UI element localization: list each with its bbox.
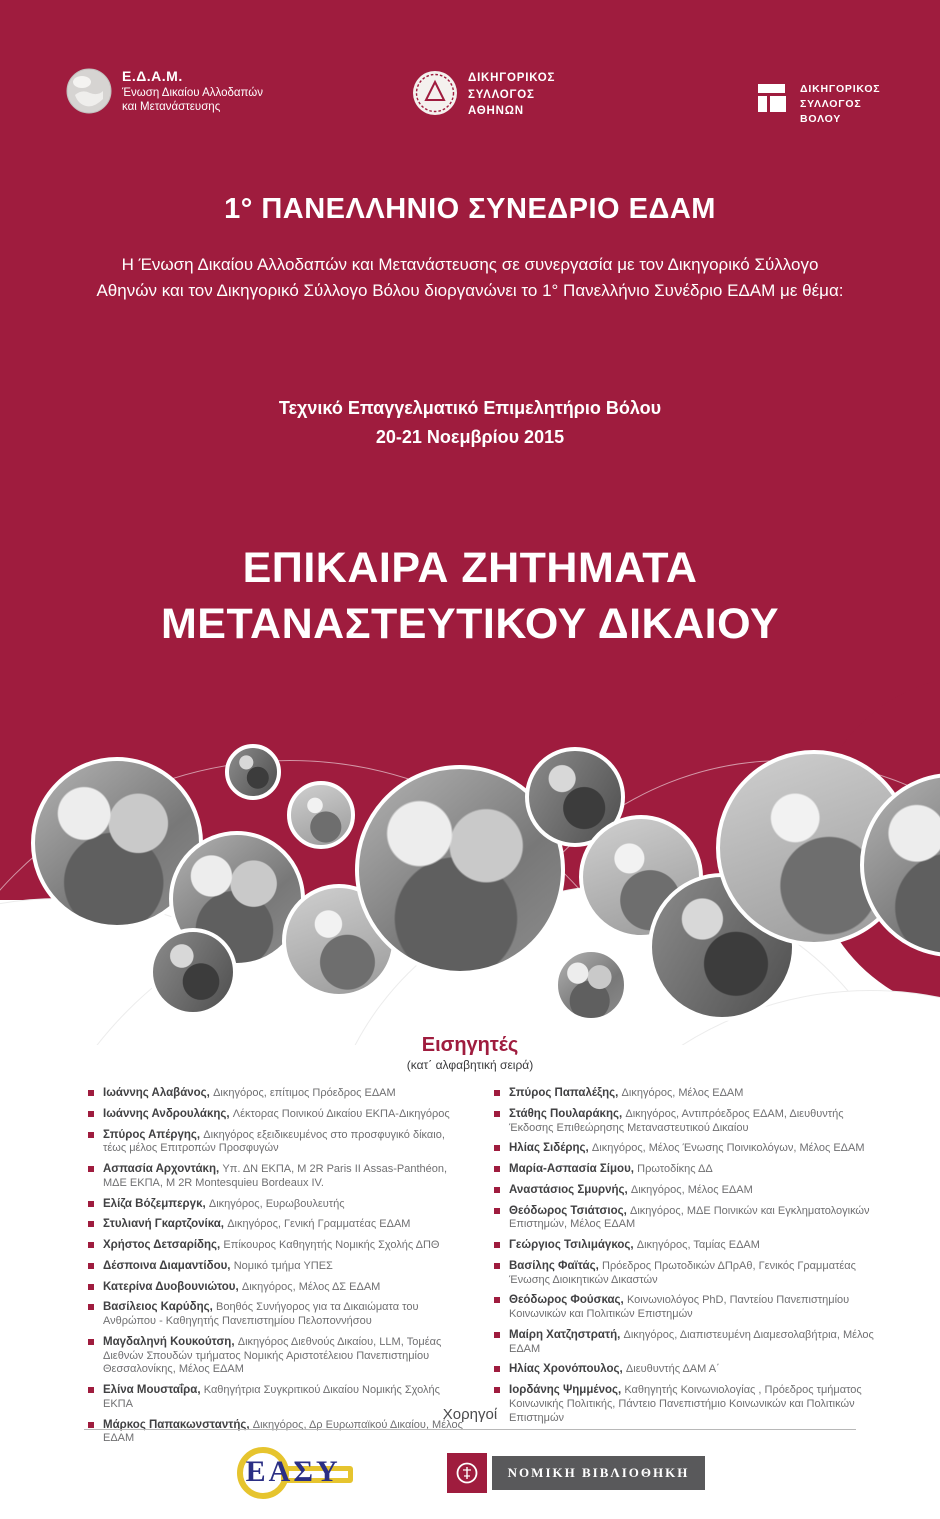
speaker-role: Πρωτοδίκης ΔΔ — [637, 1163, 713, 1175]
speaker-item — [494, 1107, 876, 1136]
speakers-subheading: (κατ΄ αλφαβητική σειρά) — [406, 1058, 534, 1072]
speaker-role: Διευθυντής ΔΑΜ Α΄ — [625, 1363, 720, 1376]
speaker-role: Δικηγόρος, Ταμίας ΕΔΑΜ — [636, 1239, 760, 1251]
speaker-name: Βασίλειος Καρύδης, — [103, 1301, 216, 1314]
nomiki-vivliothiki-sponsor-logo — [447, 1453, 706, 1493]
speaker-name: Αναστάσιος Σμυρνής, — [509, 1183, 631, 1196]
speaker-role: Υπ. ΔΝ ΕΚΠΑ, M 2R Paris II Assas-Panthéon, ΜΔΕ ΕΚΠΑ, M 2R Montesquieu Bordeaux IV. — [103, 1163, 448, 1189]
volos-bar-line3: ΒΟΛΟΥ — [800, 113, 842, 126]
speaker-name: Γεώργιος Τσιλιμάγκος, — [509, 1239, 637, 1251]
sponsors-section — [0, 1406, 940, 1504]
athens-bar-line2: ΣΥΛΛΟΓΟΣ — [468, 88, 535, 101]
sponsors-divider — [84, 1429, 856, 1430]
speaker-name: Δέσποινα Διαμαντίδου, — [103, 1259, 234, 1272]
speaker-role: Δικηγόρος, Διαπιστευμένη Διαμεσολαβήτρια, Μέλος ΕΔΑΜ — [509, 1328, 874, 1355]
speaker-item — [494, 1204, 876, 1233]
speaker-role: Καθηγήτρια Συγκριτικού Δικαίου Νομικής Σχολής ΕΚΠΑ — [103, 1384, 440, 1410]
speaker-role: Δικηγόρος εξειδικευμένος στο προσφυγικό δίκαιο, τέως μέλος Επιτροπών Προσφυγών — [103, 1128, 445, 1155]
speaker-role: Βοηθός Συνήγορος για τα Δικαιώματα του Ανθρώπου - Καθηγητής Πανεπιστημίου Πελοποννήσου — [103, 1301, 419, 1327]
speaker-name: Ιωάννης Ανδρουλάκης, — [103, 1107, 233, 1120]
volos-bar-line1: ΔΙΚΗΓΟΡΙΚΟΣ — [800, 83, 881, 95]
speakers-heading: Εισηγητές — [421, 1034, 519, 1056]
speakers-section — [0, 1034, 940, 1452]
speaker-item — [494, 1259, 876, 1288]
photo-crowd-queue — [554, 948, 628, 1022]
speaker-role: Δικηγόρος, Μέλος ΕΔΑΜ — [630, 1183, 753, 1196]
bullet-square-icon — [494, 1208, 500, 1214]
bullet-square-icon — [88, 1221, 94, 1227]
photo-chainlink-fence — [287, 781, 355, 849]
speaker-role: Δικηγόρος, Ευρωβουλευτής — [208, 1197, 345, 1210]
speaker-item — [88, 1238, 470, 1253]
speaker-role: Δικηγόρος, Δρ Ευρωπαϊκού Δικαίου, Μέλος ΕΔΑΜ — [103, 1418, 463, 1445]
bullet-square-icon — [494, 1187, 500, 1193]
speaker-name: Σπύρος Απέργης, — [103, 1128, 204, 1141]
speaker-role: Νομικό τμήμα ΥΠΕΣ — [233, 1259, 333, 1272]
speaker-item — [88, 1162, 470, 1191]
bullet-square-icon — [494, 1263, 500, 1269]
bullet-square-icon — [494, 1090, 500, 1096]
speaker-role: Λέκτορας Ποινικού Δικαίου ΕΚΠΑ-Δικηγόρος — [232, 1107, 450, 1120]
speaker-name: Ηλίας Σιδέρης, — [509, 1142, 592, 1155]
speaker-name: Μαρία-Ασπασία Σίμου, — [509, 1163, 638, 1175]
speaker-name: Στάθης Πουλαράκης, — [509, 1107, 626, 1120]
speakers-columns — [88, 1086, 876, 1452]
bullet-square-icon — [88, 1090, 94, 1096]
speaker-role: Δικηγόρος, ΜΔΕ Ποινικών και Εγκληματολογικών Επιστημών, Μέλος ΕΔΑΜ — [509, 1204, 870, 1231]
speaker-name: Μαγδαληνή Κουκούτση, — [103, 1335, 238, 1348]
conference-intro-line2: Αθηνών και τον Δικηγορικό Σύλλογο Βόλου διοργανώνει το 1° Πανελλήνιο Συνέδριο ΕΔΑΜ με θέμα: — [96, 281, 844, 300]
speaker-role: Κοινωνιολόγος PhD, Παντείου Πανεπιστημίου Κοινωνικών και Πολιτικών Επιστημών — [509, 1294, 850, 1320]
photo-crowd-scene — [149, 928, 237, 1016]
bullet-square-icon — [88, 1132, 94, 1138]
speaker-name: Ιορδάνης Ψημμένος, — [509, 1384, 625, 1396]
speaker-role: Δικηγόρος, επίτιμος Πρόεδρος ΕΔΑΜ — [213, 1087, 396, 1099]
speaker-role: Δικηγόρος, Μέλος ΕΔΑΜ — [621, 1087, 744, 1099]
speaker-role: Επίκουρος Καθηγητής Νομικής Σχολής ΔΠΘ — [223, 1239, 440, 1251]
volos-bar-line2: ΣΥΛΛΟΓΟΣ — [800, 98, 862, 111]
edam-logo-line1: Ένωση Δικαίου Αλλοδαπών — [122, 86, 264, 99]
sponsor-logos-row — [0, 1442, 940, 1504]
conference-title: 1° ΠΑΝΕΛΛΗΝΙΟ ΣΥΝΕΔΡΙΟ ΕΔΑΜ — [224, 193, 716, 225]
easy-logo-text: ΕΑΣΥ — [245, 1455, 341, 1488]
venue-name: Τεχνικό Επαγγελματικό Επιμελητήριο Βόλου — [278, 398, 662, 418]
sponsors-heading: Χορηγοί — [442, 1406, 498, 1423]
speaker-role: Πρόεδρος Πρωτοδικών ΔΠρΑθ, Γενικός Γραμματέας Ένωσης Διοικητικών Δικαστών — [509, 1259, 856, 1286]
speaker-role: Δικηγόρος Διεθνούς Δικαίου, LLM, Τομέας Διεθνών Σπουδών τμήματος Νομικής Αριστοτέλειου Πανεπιστημίου Θεσσαλονίκης, Μέλος ΕΔΑΜ — [103, 1335, 442, 1376]
speaker-name: Ασπασία Αρχοντάκη, — [103, 1163, 223, 1175]
speaker-item — [494, 1238, 876, 1253]
speaker-role: Δικηγόρος, Μέλος ΔΣ ΕΔΑΜ — [241, 1280, 381, 1293]
speaker-name: Ηλίας Χρονόπουλος, — [509, 1363, 626, 1376]
speaker-item — [494, 1293, 876, 1322]
speaker-role: Δικηγόρος, Αντιπρόεδρος ΕΔΑΜ, Διευθυντής Έκδοσης Επιθεώρησης Μεταναστευτικού Δικαίου — [509, 1107, 844, 1134]
speaker-item — [88, 1128, 470, 1157]
speaker-item — [494, 1183, 876, 1198]
speaker-item — [88, 1259, 470, 1274]
conference-dates: 20-21 Νοεμβρίου 2015 — [375, 427, 565, 447]
speaker-role: Καθηγητής Κοινωνιολογίας , Πρόεδρος τμήματος Κοινωνικής Πολιτικής, Πάντειο Πανεπιστήμιο Κοινωνικών και Πολιτικών Επιστημών — [509, 1384, 862, 1424]
bullet-square-icon — [88, 1201, 94, 1207]
speaker-item — [494, 1162, 876, 1177]
speaker-item — [88, 1217, 470, 1232]
theme-line1: ΕΠΙΚΑΙΡΑ ΖΗΤΗΜΑΤΑ — [242, 544, 698, 592]
speaker-item — [88, 1197, 470, 1212]
speaker-item — [88, 1086, 470, 1101]
speaker-name: Χρήστος Δετσαρίδης, — [103, 1239, 224, 1251]
bullet-square-icon — [494, 1166, 500, 1172]
edam-logo-title: Ε.Δ.Α.Μ. — [122, 68, 183, 84]
speaker-name: Θεόδωρος Φούσκας, — [509, 1294, 627, 1307]
bullet-square-icon — [88, 1339, 94, 1345]
speaker-name: Κατερίνα Δυοβουνιώτου, — [103, 1280, 242, 1293]
speakers-column-right — [494, 1086, 876, 1452]
nomiki-emblem-icon — [447, 1453, 487, 1493]
bullet-square-icon — [494, 1387, 500, 1393]
bullet-square-icon — [88, 1284, 94, 1290]
bullet-square-icon — [88, 1242, 94, 1248]
speaker-item — [494, 1328, 876, 1357]
bullet-square-icon — [88, 1263, 94, 1269]
conference-intro-line1: Η Ένωση Δικαίου Αλλοδαπών και Μετανάστευσης σε συνεργασία με τον Δικηγορικό Σύλλογο — [121, 255, 819, 274]
athens-bar-line1: ΔΙΚΗΓΟΡΙΚΟΣ — [468, 72, 556, 84]
speaker-item — [88, 1300, 470, 1329]
speaker-role: Δικηγόρος, Γενική Γραμματέας ΕΔΑΜ — [227, 1218, 411, 1231]
bullet-square-icon — [88, 1387, 94, 1393]
speaker-name: Ελίζα Βόζεμπεργκ, — [103, 1197, 209, 1210]
speaker-name: Ιωάννης Αλαβάνος, — [103, 1087, 214, 1099]
bullet-square-icon — [494, 1297, 500, 1303]
bullet-square-icon — [88, 1111, 94, 1117]
bullet-square-icon — [494, 1332, 500, 1338]
speaker-item — [494, 1086, 876, 1101]
theme-line2: ΜΕΤΑΝΑΣΤΕΥΤΙΚΟΥ ΔΙΚΑΙΟΥ — [160, 600, 780, 648]
speaker-name: Μάρκος Παπακωνσταντής, — [103, 1418, 253, 1431]
speaker-name: Μαίρη Χατζηστρατή, — [509, 1328, 624, 1341]
bullet-square-icon — [494, 1242, 500, 1248]
speaker-item — [494, 1141, 876, 1156]
speaker-role: Δικηγόρος, Μέλος Ένωσης Ποινικολόγων, Μέλος ΕΔΑΜ — [591, 1142, 865, 1155]
bullet-square-icon — [494, 1111, 500, 1117]
speaker-item — [494, 1362, 876, 1377]
speaker-name: Ελίνα Μουσταΐρα, — [103, 1384, 204, 1396]
speakers-column-left — [88, 1086, 470, 1452]
speaker-item — [88, 1107, 470, 1122]
athens-bar-line3: ΑΘΗΝΩΝ — [468, 105, 524, 118]
speaker-item — [88, 1280, 470, 1295]
nomiki-logo-text: ΝΟΜΙΚΗ ΒΙΒΛΙΟΘΗΚΗ — [492, 1456, 706, 1490]
bullet-square-icon — [494, 1145, 500, 1151]
speaker-name: Σπύρος Παπαλέξης, — [509, 1087, 622, 1099]
bullet-square-icon — [494, 1366, 500, 1372]
speaker-name: Θεόδωρος Τσιάτσιος, — [509, 1204, 631, 1217]
photo-small-crowd — [225, 744, 281, 800]
bullet-square-icon — [88, 1304, 94, 1310]
speaker-name: Στυλιανή Γκαρτζονίκα, — [103, 1218, 228, 1231]
easy-sponsor-logo — [235, 1444, 357, 1502]
edam-logo-line2: και Μετανάστευσης — [122, 100, 221, 113]
bullet-square-icon — [88, 1166, 94, 1172]
speaker-item — [88, 1335, 470, 1377]
speaker-name: Βασίλης Φαϊτάς, — [509, 1259, 602, 1272]
